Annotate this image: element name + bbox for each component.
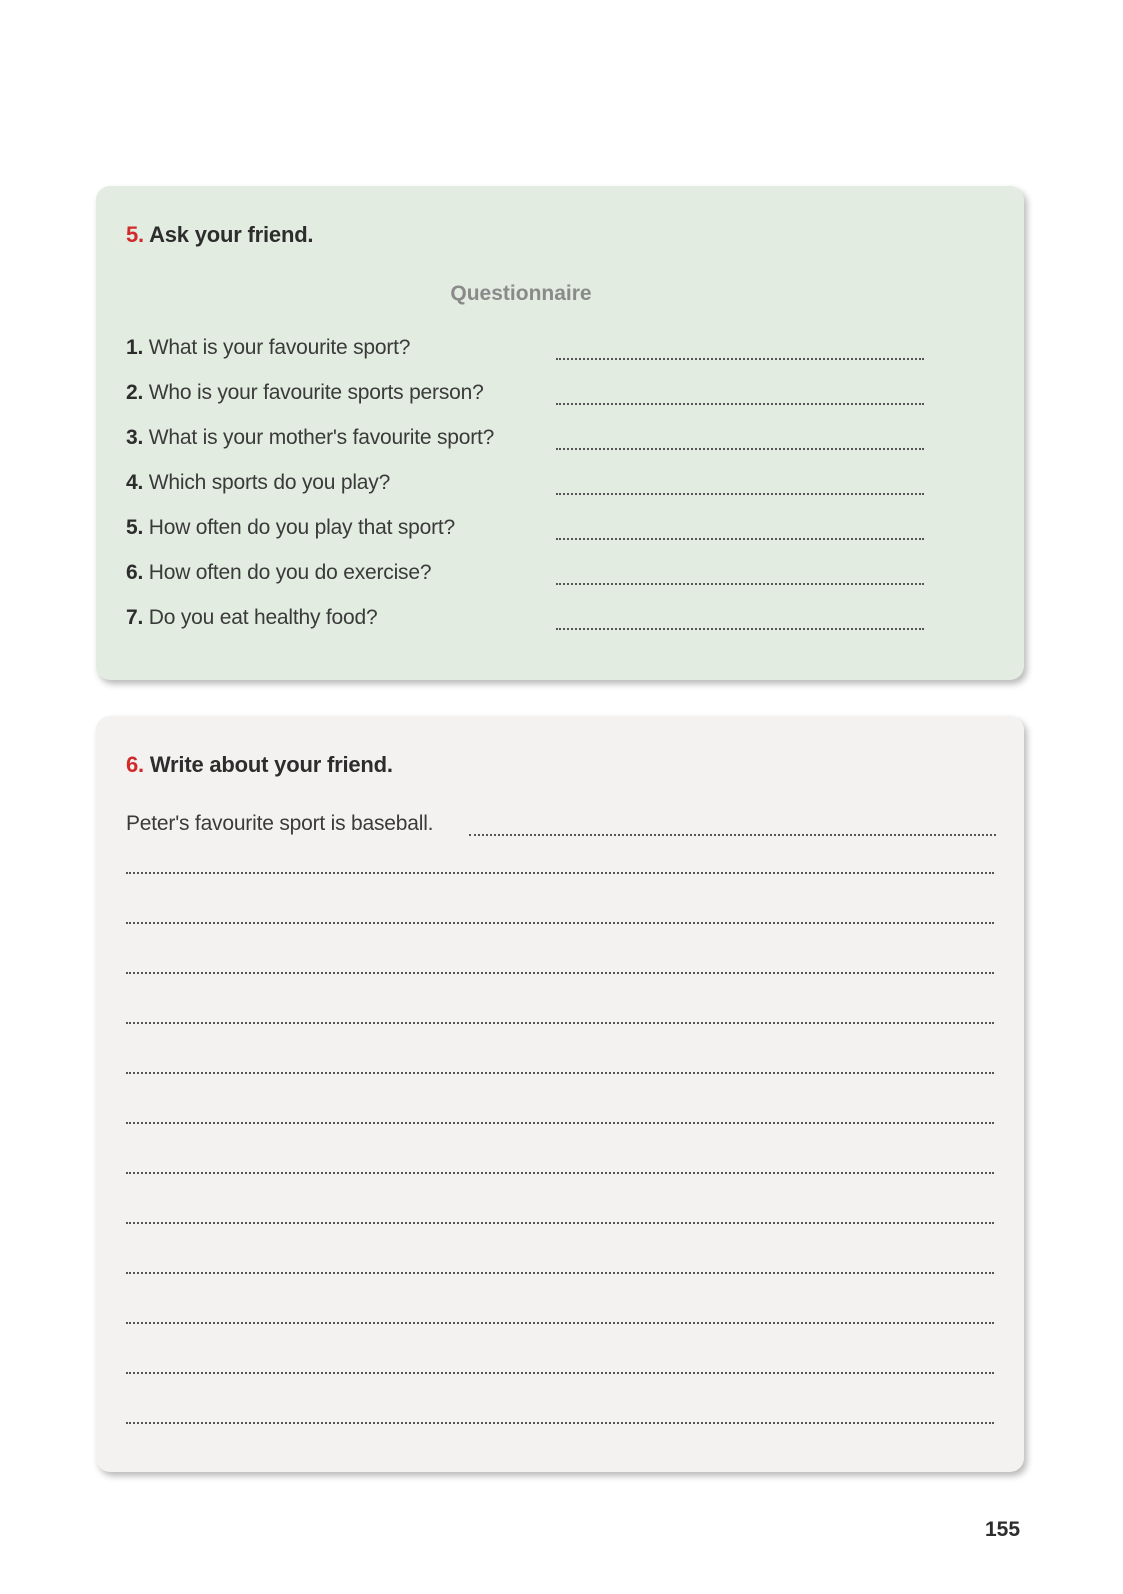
writing-line[interactable]: [126, 872, 994, 874]
question-row: [126, 606, 926, 636]
answer-line[interactable]: [556, 448, 924, 450]
writing-line[interactable]: [469, 834, 996, 836]
question-label: What is your favourite sport?: [148, 336, 411, 359]
answer-line[interactable]: [556, 493, 924, 495]
question-label: Do you eat healthy food?: [148, 606, 378, 629]
exercise-5-title-text: Ask your friend.: [149, 222, 314, 247]
question-number: 6.: [126, 561, 144, 584]
sample-sentence: Peter's favourite sport is baseball.: [126, 812, 434, 835]
exercise-5-number: 5.: [126, 222, 144, 247]
answer-line[interactable]: [556, 628, 924, 630]
writing-line[interactable]: [126, 1272, 994, 1274]
question-row: [126, 516, 926, 546]
question-row: [126, 336, 926, 366]
answer-line[interactable]: [556, 358, 924, 360]
writing-line[interactable]: [126, 1122, 994, 1124]
question-text: [126, 336, 410, 360]
question-number: 3.: [126, 426, 144, 449]
writing-line[interactable]: [126, 1372, 994, 1374]
exercise-6-title: [126, 752, 393, 778]
writing-line[interactable]: [126, 922, 994, 924]
exercise-6-panel: [96, 716, 1024, 1472]
question-number: 5.: [126, 516, 144, 539]
question-number: 2.: [126, 381, 144, 404]
page-number: 155: [985, 1518, 1021, 1541]
answer-line[interactable]: [556, 538, 924, 540]
question-label: How often do you do exercise?: [148, 561, 432, 584]
question-text: [126, 606, 377, 630]
question-label: Which sports do you play?: [148, 471, 391, 494]
question-number: 1.: [126, 336, 144, 359]
writing-line[interactable]: [126, 1322, 994, 1324]
question-row: [126, 561, 926, 591]
exercise-5-title: [126, 222, 313, 248]
writing-line[interactable]: [126, 1072, 994, 1074]
question-label: What is your mother's favourite sport?: [148, 426, 495, 449]
question-text: [126, 516, 455, 540]
answer-line[interactable]: [556, 583, 924, 585]
question-row: [126, 426, 926, 456]
question-number: 4.: [126, 471, 144, 494]
exercise-6-title-text: Write about your friend.: [149, 752, 393, 777]
question-number: 7.: [126, 606, 144, 629]
question-label: Who is your favourite sports person?: [148, 381, 484, 404]
exercise-5-panel: [96, 186, 1024, 680]
question-text: [126, 381, 484, 405]
writing-line[interactable]: [126, 1022, 994, 1024]
writing-line[interactable]: [126, 972, 994, 974]
question-row: [126, 471, 926, 501]
question-text: [126, 426, 494, 450]
writing-line[interactable]: [126, 1422, 994, 1424]
answer-line[interactable]: [556, 403, 924, 405]
sample-row: [126, 812, 996, 842]
writing-line[interactable]: [126, 1222, 994, 1224]
question-row: [126, 381, 926, 411]
writing-line[interactable]: [126, 1172, 994, 1174]
question-label: How often do you play that sport?: [148, 516, 456, 539]
questionnaire-heading: Questionnaire: [450, 282, 592, 305]
question-text: [126, 471, 390, 495]
question-text: [126, 561, 431, 585]
exercise-6-number: 6.: [126, 752, 144, 777]
